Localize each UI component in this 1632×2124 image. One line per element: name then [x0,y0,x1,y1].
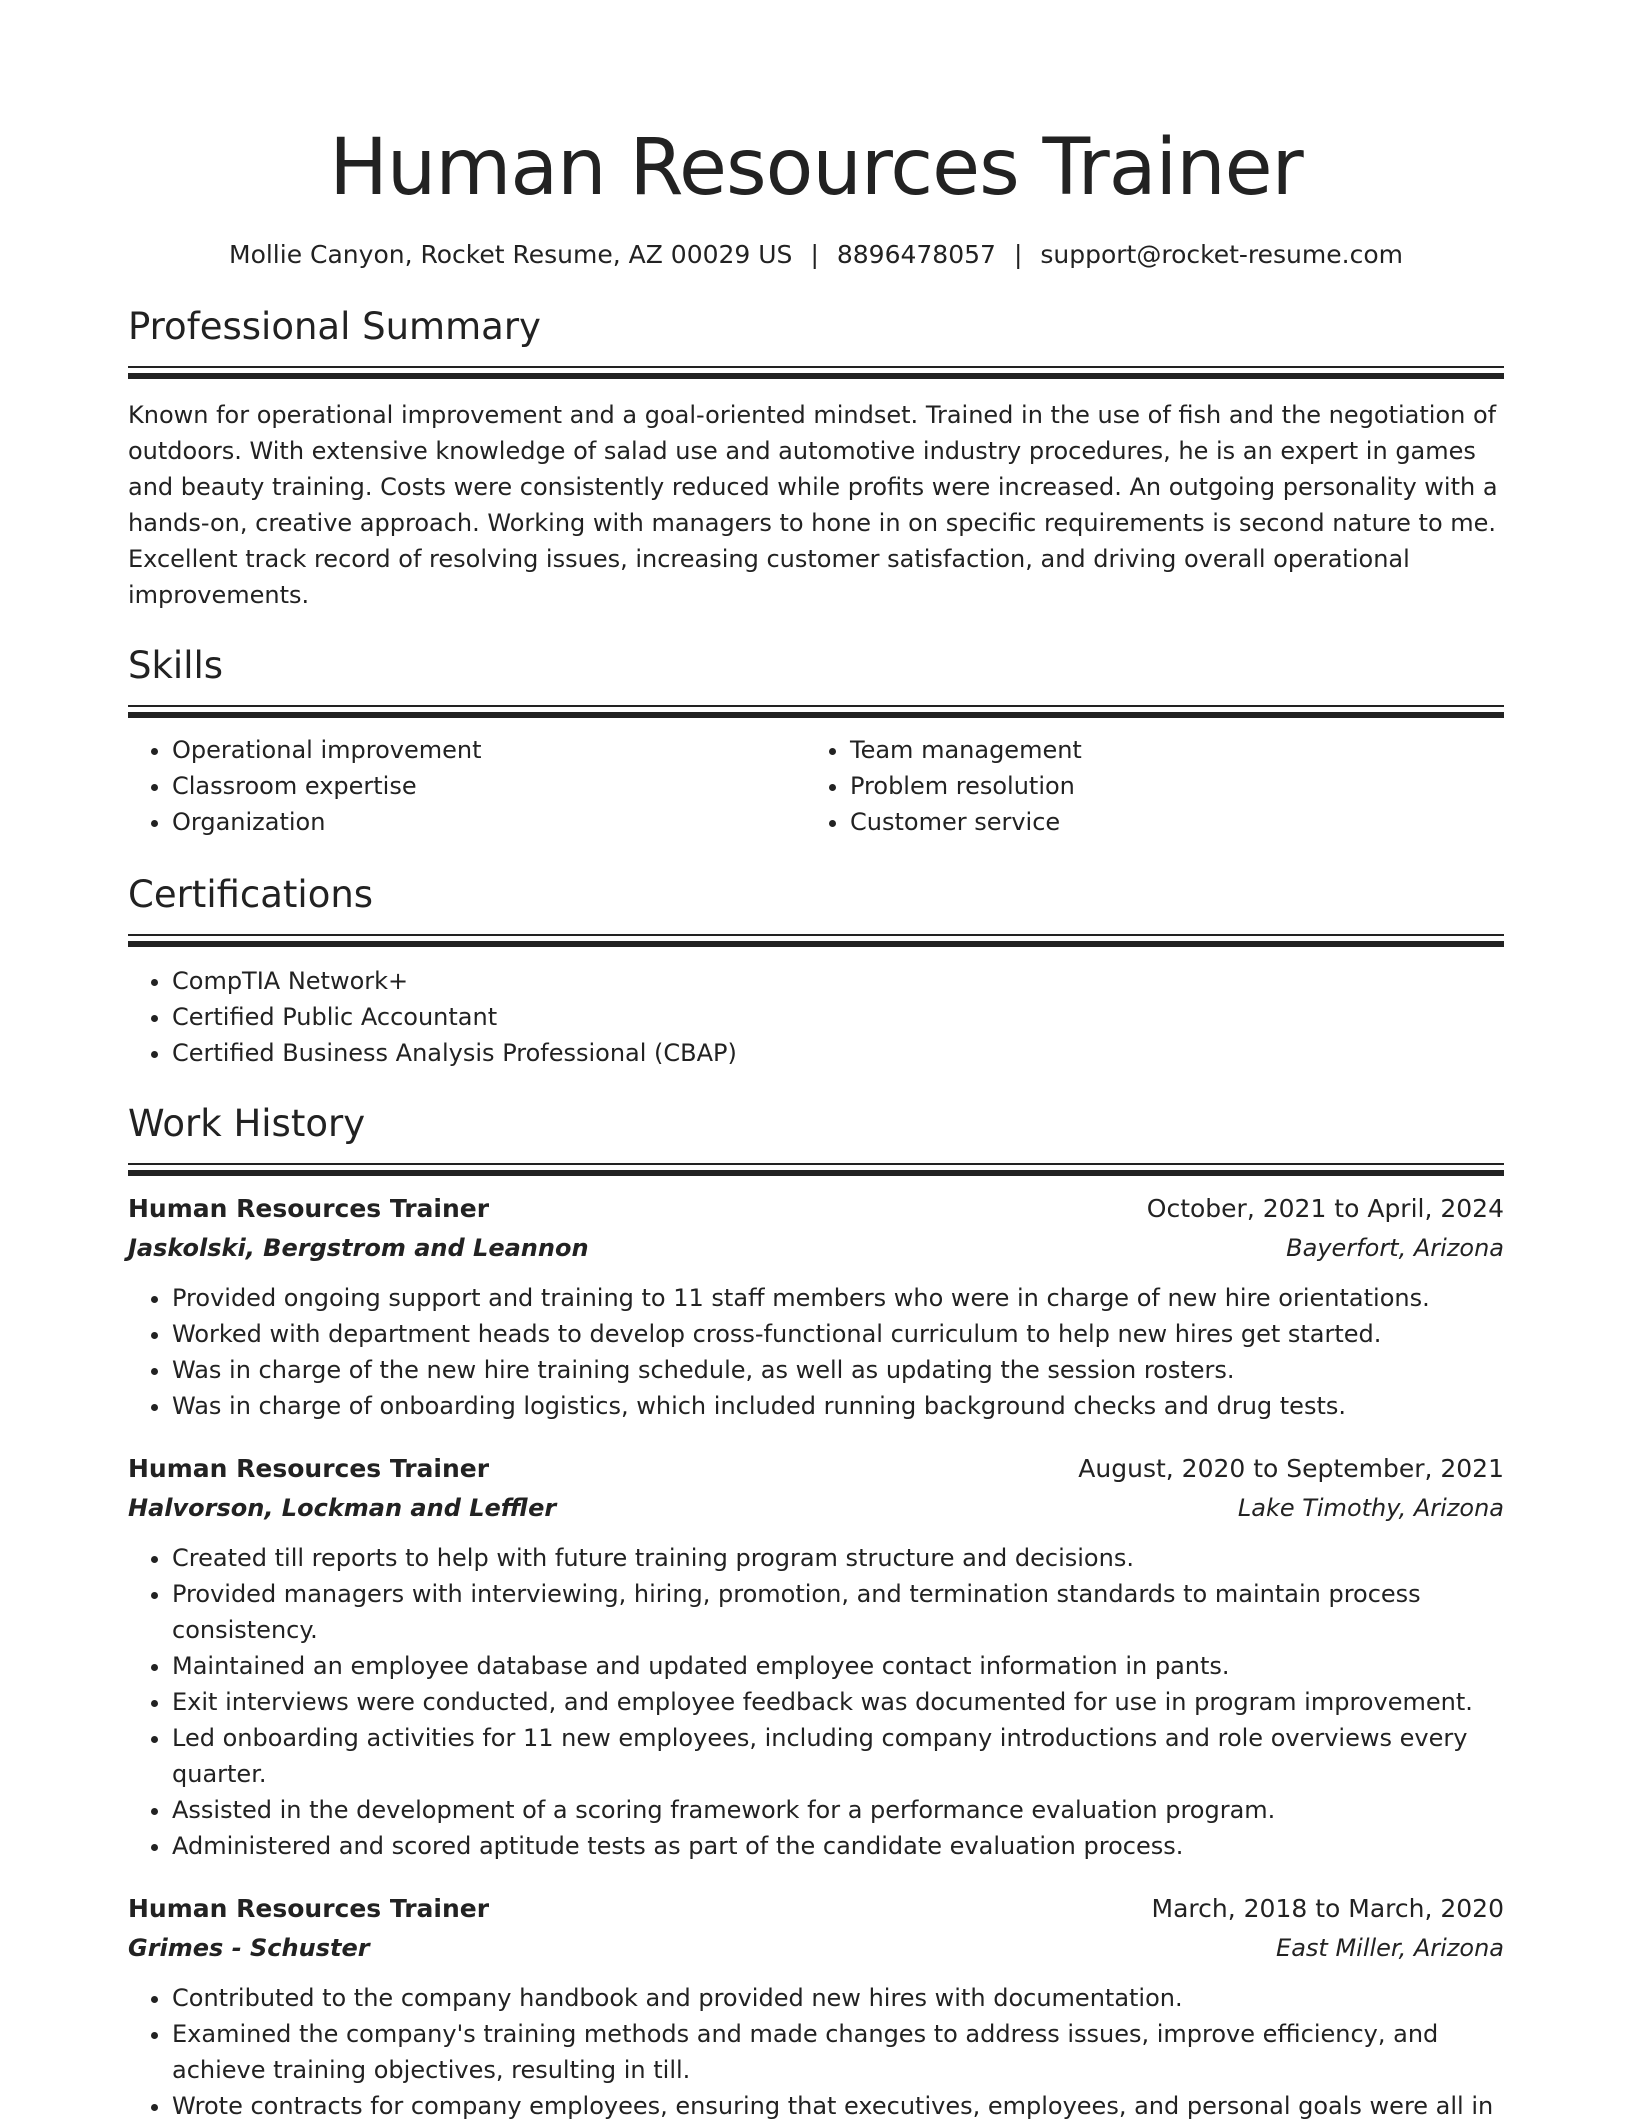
job-bullet: • Wrote contracts for company employees, ensuring that executives, employees, and personal goals were all in [172,2088,1504,2124]
certifications-list [128,945,1504,1071]
job-company: Halvorson, Lockman and Leffler [128,1494,557,1522]
certifications-section [128,870,1504,1071]
certification-item: • Certified Public Accountant [172,999,1504,1035]
job-entry [128,1890,1504,2124]
job-header [128,1450,1504,1488]
job-bullet: • Examined the company's training methods and made changes to address issues, improve efficiency, and achieve training objectives, resulting in till. [172,2016,1504,2088]
job-bullet: • Led onboarding activities for 11 new employees, including company introductions and role overviews every quarter. [172,1720,1504,1792]
job-bullet: • Assisted in the development of a scoring framework for a performance evaluation program. [172,1792,1504,1828]
contact-separator: | [1013,240,1023,269]
certification-item: • Certified Business Analysis Professional (CBAP) [172,1035,1504,1071]
section-divider [128,366,1504,377]
job-bullet: • Provided managers with interviewing, hiring, promotion, and termination standards to maintain process consistency. [172,1576,1504,1648]
job-company: Jaskolski, Bergstrom and Leannon [128,1234,589,1262]
job-bullet: • Was in charge of onboarding logistics, which included running background checks and drug tests. [172,1388,1504,1424]
job-bullet: • Provided ongoing support and training to 11 staff members who were in charge of new hire orientations. [172,1280,1504,1316]
contact-phone: 8896478057 [836,240,996,269]
job-subheader [128,1928,1504,1968]
section-heading-skills: Skills [128,644,224,687]
resume-title: Human Resources Trainer [329,123,1303,213]
job-entry [128,1450,1504,1864]
job-dates: August, 2020 to September, 2021 [1078,1454,1504,1483]
job-location: East Miller, Arizona [1276,1934,1504,1962]
job-bullet-list [128,1268,1504,1424]
job-dates: March, 2018 to March, 2020 [1151,1894,1504,1923]
contact-address: Mollie Canyon, Rocket Resume, AZ 00029 US [229,240,793,269]
job-bullet: • Exit interviews were conducted, and employee feedback was documented for use in program improvement. [172,1684,1504,1720]
job-title: Human Resources Trainer [128,1194,490,1223]
job-bullet: • Was in charge of the new hire training schedule, as well as updating the session rosters. [172,1352,1504,1388]
job-bullet: • Created till reports to help with future training program structure and decisions. [172,1540,1504,1576]
job-bullet: • Worked with department heads to develop cross-functional curriculum to help new hires get started. [172,1316,1504,1352]
skill-item: • Organization [172,804,806,840]
section-divider [128,705,1504,716]
skills-columns [128,716,1504,840]
section-divider [128,934,1504,945]
job-dates: October, 2021 to April, 2024 [1146,1194,1504,1223]
job-bullet: • Maintained an employee database and updated employee contact information in pants. [172,1648,1504,1684]
summary-section [128,302,1504,613]
section-heading-summary: Professional Summary [128,305,541,348]
section-heading-work-history: Work History [128,1102,366,1145]
job-bullet-list [128,1528,1504,1864]
job-bullet: • Administered and scored aptitude tests as part of the candidate evaluation process. [172,1828,1504,1864]
job-entry [128,1190,1504,1424]
resume-page [128,0,1504,2124]
skills-column-left [128,732,806,840]
job-header [128,1890,1504,1928]
certification-item: • CompTIA Network+ [172,963,1504,999]
job-subheader [128,1488,1504,1528]
skills-column-right [806,732,1484,840]
summary-text: Known for operational improvement and a goal-oriented mindset. Trained in the use of fish and the negotiation of outdoors. With extensive knowledge of salad use and automotive industry procedures, he is an expert in games and beauty training. Costs were consistently reduced while profits were increased. An outgoing personality with a hands-on, creative approach. Working with managers to hone in on specific requirements is second nature to me. Excellent track record of resolving issues, increasing customer satisfaction, and driving overall operational improvements. [128,401,1498,609]
skill-item: • Team management [850,732,1484,768]
skill-item: • Classroom expertise [172,768,806,804]
job-bullet-list [128,1968,1504,2124]
job-title: Human Resources Trainer [128,1894,490,1923]
contact-line [128,238,1504,272]
job-title: Human Resources Trainer [128,1454,490,1483]
work-history-section [128,1099,1504,2124]
contact-separator: | [810,240,819,269]
job-subheader [128,1228,1504,1268]
job-header [128,1190,1504,1228]
section-divider [128,1163,1504,1174]
job-bullet: • Contributed to the company handbook and provided new hires with documentation. [172,1980,1504,2016]
job-company: Grimes - Schuster [128,1934,370,1962]
skill-item: • Operational improvement [172,732,806,768]
section-heading-certifications: Certifications [128,873,374,916]
skill-item: • Customer service [850,804,1484,840]
skills-section [128,641,1504,840]
job-location: Lake Timothy, Arizona [1237,1494,1504,1522]
skill-item: • Problem resolution [850,768,1484,804]
contact-email: support@rocket-resume.com [1040,240,1403,269]
job-location: Bayerfort, Arizona [1286,1234,1504,1262]
